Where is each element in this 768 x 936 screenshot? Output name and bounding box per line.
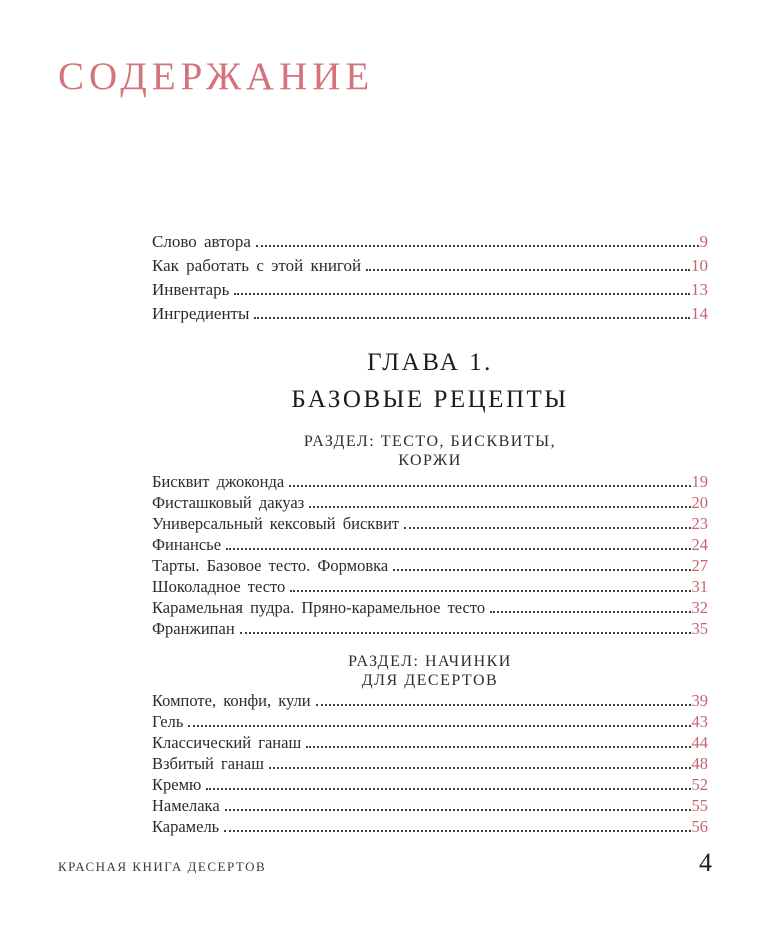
toc-entry (152, 513, 708, 534)
toc-entry-page: 39 (691, 691, 708, 710)
toc-entry (152, 278, 708, 302)
leader-dots (366, 269, 690, 271)
leader-dots (290, 590, 690, 592)
toc-entry-page: 19 (691, 472, 708, 491)
toc-entry-page: 24 (691, 535, 708, 554)
chapter-heading (152, 344, 708, 418)
toc-entry-page: 52 (691, 775, 708, 794)
toc-entry (152, 774, 708, 795)
leader-dots (188, 725, 690, 727)
toc-entry-label: Финансье (152, 535, 222, 554)
toc-entry (152, 555, 708, 576)
toc-entry-label: Намелака (152, 796, 220, 815)
toc-entry-label: Ингредиенты (152, 304, 250, 323)
footer-page-number: 4 (699, 848, 712, 877)
toc-entry-page: 14 (691, 304, 708, 323)
toc-entry (152, 795, 708, 816)
section-heading-dough (152, 432, 708, 470)
toc-entry-page: 56 (691, 817, 708, 836)
toc-entry-label: Компоте, конфи, кули (152, 691, 311, 710)
toc-entry-label: Классический ганаш (152, 733, 302, 752)
toc-entry-page: 31 (691, 577, 708, 596)
leader-dots (206, 788, 690, 790)
toc-entry (152, 230, 708, 254)
leader-dots (404, 527, 690, 529)
toc-entry (152, 534, 708, 555)
section-fillings-list (152, 690, 708, 837)
toc-entry (152, 597, 708, 618)
toc-entry-page: 48 (691, 754, 708, 773)
toc-entry-label: Карамельная пудра. Пряно-карамельное тесто (152, 598, 486, 617)
toc-entry-label: Франжипан (152, 619, 235, 638)
toc-entry-page: 35 (691, 619, 708, 638)
section-heading-line1: РАЗДЕЛ: ТЕСТО, БИСКВИТЫ, (303, 433, 557, 450)
page-title: СОДЕРЖАНИЕ (58, 55, 375, 98)
leader-dots (254, 317, 690, 319)
toc-entry-label: Шоколадное тесто (152, 577, 286, 596)
toc-entry (152, 690, 708, 711)
toc-entry-label: Кремю (152, 775, 202, 794)
toc-entry-label: Гель (152, 712, 184, 731)
toc-entry-page: 10 (691, 256, 708, 275)
toc-entry-page: 20 (691, 493, 708, 512)
leader-dots (306, 746, 690, 748)
section-heading-line2: КОРЖИ (398, 452, 462, 469)
leader-dots (256, 245, 699, 247)
leader-dots (289, 485, 690, 487)
section-heading-line2: ДЛЯ ДЕСЕРТОВ (361, 672, 499, 689)
section-heading-line1: РАЗДЕЛ: НАЧИНКИ (348, 653, 512, 670)
toc-entry-label: Тарты. Базовое тесто. Формовка (152, 556, 389, 575)
leader-dots (269, 767, 691, 769)
toc-entry-label: Бисквит джоконда (152, 472, 285, 491)
toc-entry-label: Карамель (152, 817, 220, 836)
chapter-heading-line1: ГЛАВА 1. (367, 349, 493, 376)
chapter-heading-line2: БАЗОВЫЕ РЕЦЕПТЫ (291, 386, 569, 413)
toc-entry (152, 711, 708, 732)
section-heading-fillings (152, 652, 708, 690)
toc-entry (152, 302, 708, 326)
toc-entry (152, 576, 708, 597)
toc-entry-page: 55 (691, 796, 708, 815)
toc-entry-label: Слово автора (152, 232, 251, 251)
toc-entry-label: Взбитый ганаш (152, 754, 264, 773)
leader-dots (490, 611, 690, 613)
toc-entry (152, 816, 708, 837)
leader-dots (226, 548, 690, 550)
leader-dots (240, 632, 691, 634)
toc-entry (152, 618, 708, 639)
leader-dots (393, 569, 690, 571)
toc-entry-page: 44 (691, 733, 708, 752)
toc-entry (152, 254, 708, 278)
leader-dots (316, 704, 691, 706)
toc-entry (152, 471, 708, 492)
leader-dots (234, 293, 690, 295)
toc-entry-page: 13 (691, 280, 708, 299)
toc-entry-page: 27 (691, 556, 708, 575)
toc-entry-page: 32 (691, 598, 708, 617)
toc-entry-label: Фисташковый дакуаз (152, 493, 305, 512)
leader-dots (309, 506, 690, 508)
toc-entry-page: 23 (691, 514, 708, 533)
toc-entry-page: 43 (691, 712, 708, 731)
toc-entry (152, 753, 708, 774)
toc-entry-label: Инвентарь (152, 280, 230, 299)
toc-entry (152, 732, 708, 753)
toc-entry-label: Универсальный кексовый бисквит (152, 514, 400, 533)
toc-entry-page: 9 (699, 232, 708, 251)
front-matter-list (152, 230, 708, 326)
toc-entry-label: Как работать с этой книгой (152, 256, 362, 275)
page-footer (58, 848, 712, 878)
toc-entry (152, 492, 708, 513)
footer-book-title: КРАСНАЯ КНИГА ДЕСЕРТОВ (58, 859, 267, 874)
leader-dots (225, 809, 691, 811)
leader-dots (224, 830, 690, 832)
section-dough-list (152, 471, 708, 639)
